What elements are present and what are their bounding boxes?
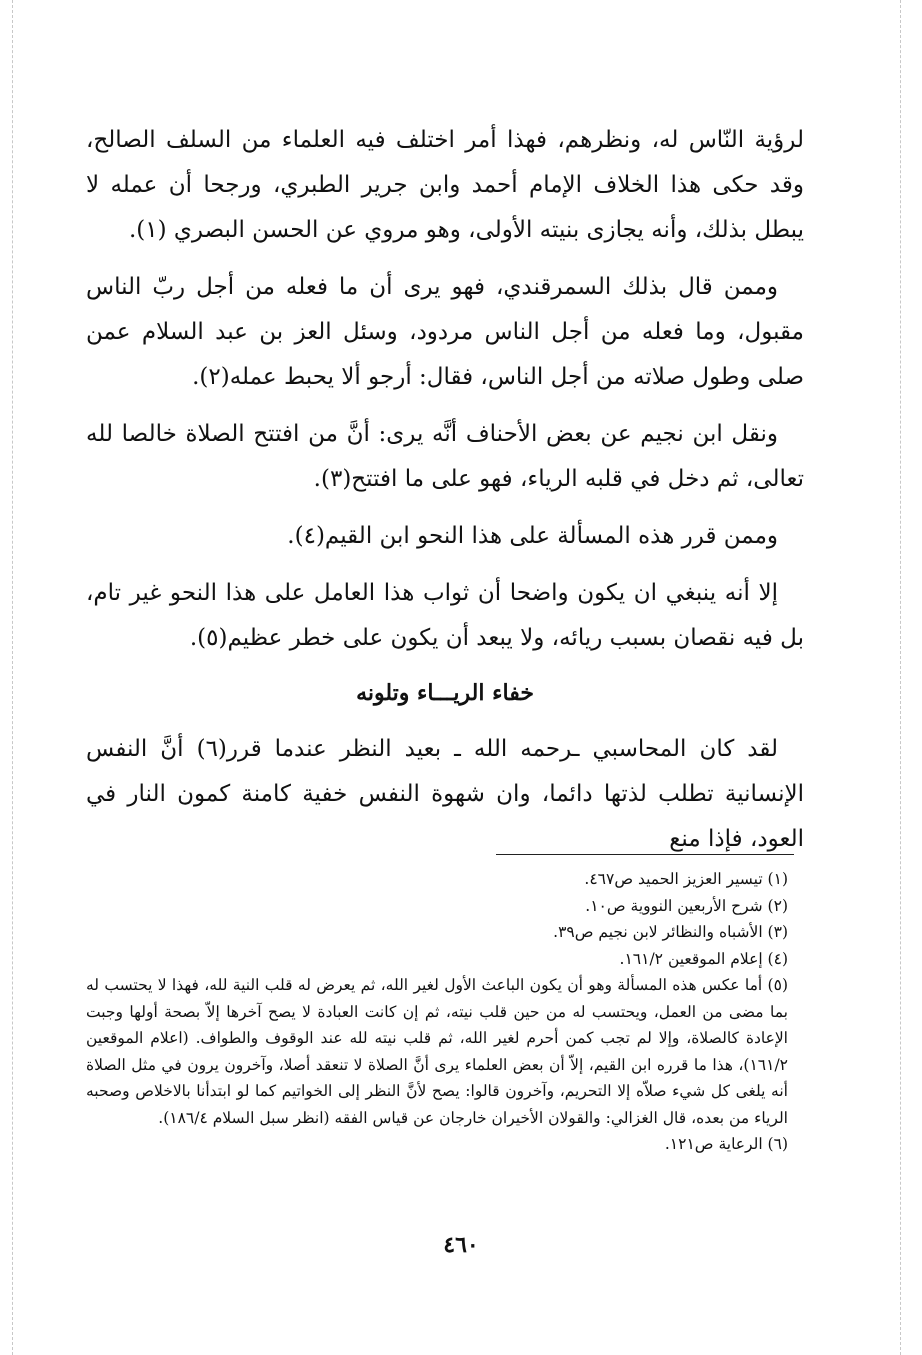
footnote-1: (١) تيسير العزيز الحميد ص٤٦٧. (584, 870, 788, 888)
paragraph-4: وممن قرر هذه المسألة على هذا النحو ابن القيم(٤). (287, 523, 778, 549)
paragraph-6: لقد كان المحاسبي ـرحمه الله ـ بعيد النظر عندما قرر(٦) أنَّ النفس الإنسانية تطلب لذتها دائما، وان شهوة النفس خفية كامنة كمون النار في العود، فإذا منع (86, 736, 804, 852)
right-guide-line (900, 0, 901, 1355)
footnote-6: (٦) الرعاية ص١٢١. (664, 1135, 788, 1153)
main-text (86, 118, 804, 874)
footnote-separator (496, 854, 794, 855)
section-heading: خفاء الريـــاء وتلونه (356, 680, 534, 706)
paragraph-5: إلا أنه ينبغي ان يكون واضحا أن ثواب هذا العامل على هذا النحو غير تام، بل فيه نقصان بسبب ريائه، ولا يبعد أن يكون على خطر عظيم(٥). (86, 580, 804, 651)
paragraph-2: وممن قال بذلك السمرقندي، فهو يرى أن ما فعله من أجل ربّ الناس مقبول، وما فعله من أجل الناس مردود، وسئل العز بن عبد السلام عمن صلى وطول صلاته من أجل الناس، فقال: أرجو ألا يحبط عمله(٢). (86, 274, 804, 390)
left-guide-line (12, 0, 13, 1355)
paragraph-3: ونقل ابن نجيم عن بعض الأحناف أنَّه يرى: أنَّ من افتتح الصلاة خالصا لله تعالى، ثم دخل في قلبه الرياء، فهو على ما افتتح(٣). (86, 421, 804, 492)
page-number: ٤٦٠ (443, 1232, 479, 1258)
footnote-4: (٤) إعلام الموقعين ١٦١/٢. (619, 949, 788, 968)
footnote-2: (٢) شرح الأربعين النووية ص١٠. (585, 896, 788, 915)
footnote-5: (٥) أما عكس هذه المسألة وهو أن يكون الباعث الأول لغير الله، ثم يعرض له قلب النية لله، فهذا لا يحتسب له بما مضى من العمل، ويحتسب له من حين قلب نيته، ثم إن كانت العبادة لا يصح آخرها إلاّ بصحة أولها وجبت الإعادة كالصلاة، وإلا لم تجب كمن أحرم لغير الله، ثم قلب نيته لله عند الوقوف والطواف. (اعلام الموقعين ١٦١/٢)، هذا ما قرره ابن القيم، إلاّ أن بعض العلماء يرى أنَّ الصلاة لا تنعقد أصلا، وآخرون يرون في مثل الصلاة أنه يلغى كل شيء صلاّه إلا التحريم، وآخرون قالوا: يصح لأنَّ النظر إلى الخواتيم كما لو ابتدأنا بالاخلاص وصحبه الرياء من بعده، قال الغزالي: والقولان الأخيران خارجان عن قياس الفقه (انظر سبل السلام ١٨٦/٤). (86, 976, 788, 1127)
footnotes (86, 866, 804, 1158)
paragraph-1: لرؤية النّاس له، ونظرهم، فهذا أمر اختلف فيه العلماء من السلف الصالح، وقد حكى هذا الخلاف الإمام أحمد وابن جرير الطبري، ورجحا أن عمله لا يبطل بذلك، وأنه يجازى بنيته الأولى، وهو مروي عن الحسن البصري (١). (86, 127, 804, 243)
footnote-3: (٣) الأشباه والنظائر لابن نجيم ص٣٩. (553, 923, 788, 941)
